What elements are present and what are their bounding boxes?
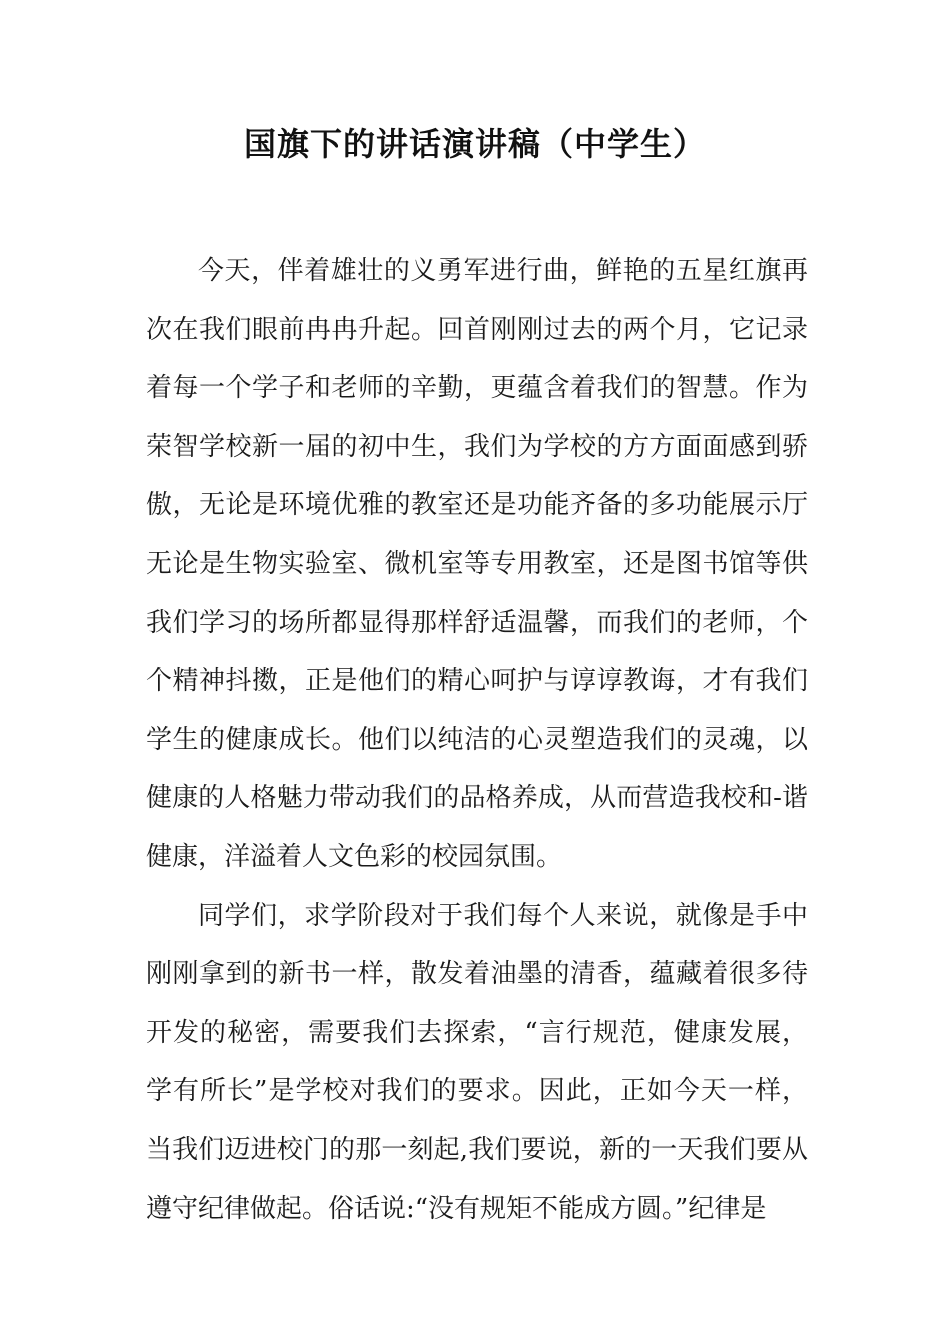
document-body — [146, 242, 808, 1238]
body-paragraph-1: 今天，伴着雄壮的义勇军进行曲，鲜艳的五星红旗再次在我们眼前冉冉升起。回首刚刚过去的两个月，它记录着每一个学子和老师的辛勤，更蕴含着我们的智慧。作为荣智学校新一届的初中生，我们为学校的方方面面感到骄傲，无论是环境优雅的教室还是功能齐备的多功能展示厅无论是生物实验室、微机室等专用教室，还是图书馆等供我们学习的场所都显得那样舒适温馨，而我们的老师，个个精神抖擞，正是他们的精心呵护与谆谆教诲，才有我们学生的健康成长。他们以纯洁的心灵塑造我们的灵魂，以健康的人格魅力带动我们的品格养成，从而营造我校和-谐健康，洋溢着人文色彩的校园氛围。 — [146, 256, 808, 872]
body-paragraph-2: 同学们，求学阶段对于我们每个人来说，就像是手中刚刚拿到的新书一样，散发着油墨的清香，蕴藏着很多待开发的秘密，需要我们去探索，“言行规范，健康发展，学有所长”是学校对我们的要求。因此，正如今天一样，当我们迈进校门的那一刻起,我们要说，新的一天我们要从遵守纪律做起。俗话说:“没有规矩不能成方圆。”纪律是 — [146, 900, 808, 1224]
document-title: 国旗下的讲话演讲稿（中学生） — [243, 125, 706, 163]
